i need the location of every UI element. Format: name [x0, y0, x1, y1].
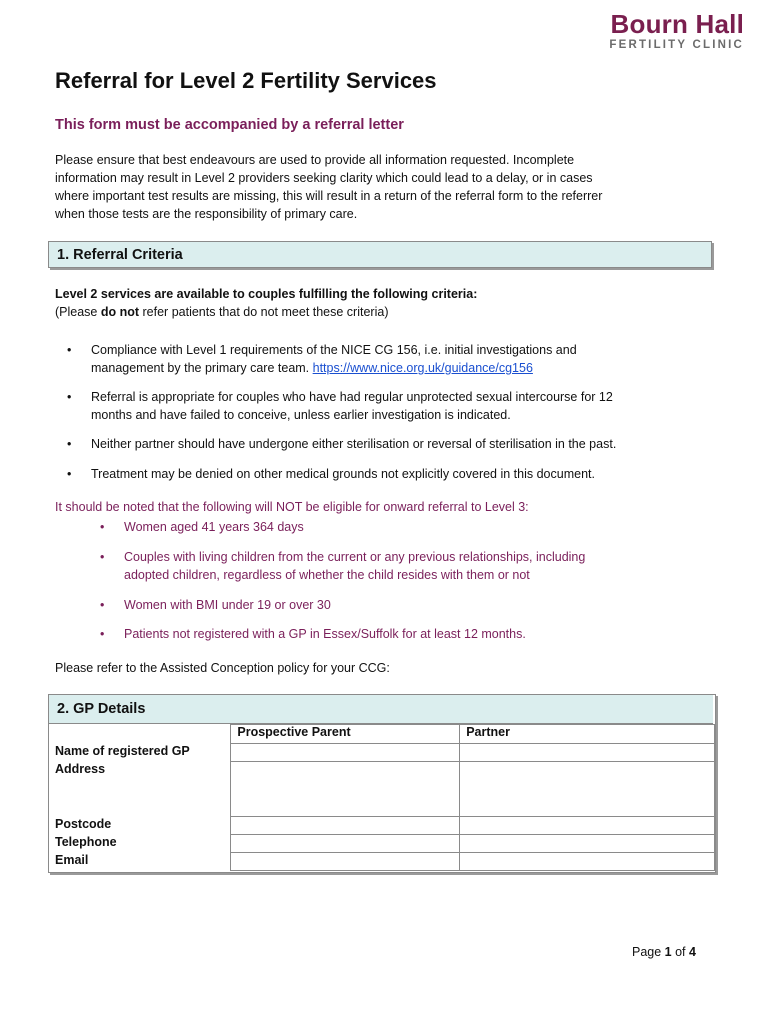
page-title: Referral for Level 2 Fertility Services — [55, 68, 437, 93]
form-subtitle: This form must be accompanied by a referral letter — [55, 117, 404, 133]
bullet-icon: • — [67, 437, 72, 451]
row-label-gp-name: Name of registered GP — [55, 743, 190, 758]
exclusion-heading: It should be noted that the following will NOT be eligible for onward referral to Level 3: — [55, 500, 529, 514]
criteria-text: Treatment may be denied on other medical grounds not explicitly covered in this document. — [91, 467, 595, 481]
page-number — [632, 945, 696, 959]
criteria-text: months and have failed to conceive, unless earlier investigation is indicated. — [91, 408, 511, 422]
page-label: Page — [632, 945, 665, 959]
email-partner-field[interactable] — [460, 853, 715, 871]
logo-name: Bourn Hall — [610, 9, 744, 39]
exclusion-text: Couples with living children from the current or any previous relationships, including — [124, 550, 586, 564]
section-gp-details-heading: 2. GP Details — [49, 695, 713, 724]
criteria-text: Compliance with Level 1 requirements of the NICE CG 156, i.e. initial investigations and — [91, 343, 577, 357]
criteria-note — [55, 305, 388, 319]
exclusion-text: Women with BMI under 19 or over 30 — [124, 598, 331, 612]
column-header: Prospective Parent — [231, 725, 460, 744]
address-parent-field[interactable] — [231, 762, 460, 817]
page-total: 4 — [689, 945, 696, 959]
note-text: (Please — [55, 305, 101, 319]
bullet-icon: • — [100, 598, 105, 612]
bullet-icon: • — [67, 343, 72, 357]
bullet-icon: • — [100, 627, 105, 641]
intro-line: where important test results are missing, this will result in a return of the referral form to the referrer — [55, 189, 603, 203]
page-current: 1 — [664, 945, 672, 959]
nice-guidance-link[interactable]: https://www.nice.org.uk/guidance/cg156 — [312, 361, 533, 375]
postcode-partner-field[interactable] — [460, 817, 715, 835]
column-header: Partner — [460, 725, 715, 744]
logo-tagline: FERTILITY CLINIC — [609, 39, 744, 51]
criteria-text: management by the primary care team. — [91, 361, 313, 375]
intro-line: Please ensure that best endeavours are used to provide all information requested. Incomplete — [55, 153, 575, 167]
row-label-postcode: Postcode — [55, 816, 112, 831]
row-label-telephone: Telephone — [55, 834, 117, 849]
telephone-partner-field[interactable] — [460, 835, 715, 853]
note-bold: do not — [100, 305, 140, 319]
bullet-icon: • — [100, 550, 105, 564]
criteria-text: Referral is appropriate for couples who have had regular unprotected sexual intercourse for 12 — [91, 390, 613, 404]
policy-note: Please refer to the Assisted Conception policy for your CCG: — [55, 661, 390, 675]
criteria-heading: Level 2 services are available to couples fulfilling the following criteria: — [55, 287, 478, 301]
gp-details-section — [48, 694, 716, 873]
exclusion-text: Women aged 41 years 364 days — [124, 520, 304, 534]
postcode-parent-field[interactable] — [231, 817, 460, 835]
bullet-icon: • — [100, 520, 105, 534]
row-label-email: Email — [55, 852, 89, 867]
bullet-icon: • — [67, 390, 72, 404]
address-partner-field[interactable] — [460, 762, 715, 817]
clinic-logo — [609, 10, 744, 52]
exclusion-text: Patients not registered with a GP in Essex/Suffolk for at least 12 months. — [124, 627, 526, 641]
intro-paragraph — [55, 151, 715, 223]
note-text: refer patients that do not meet these criteria) — [139, 305, 389, 319]
telephone-parent-field[interactable] — [231, 835, 460, 853]
intro-line: when those tests are the responsibility of primary care. — [55, 207, 358, 221]
gp-name-partner-field[interactable] — [460, 744, 715, 762]
gp-details-table — [49, 724, 715, 871]
bullet-icon: • — [67, 467, 72, 481]
row-label-address: Address — [55, 761, 106, 776]
section-referral-criteria-heading: 1. Referral Criteria — [48, 241, 712, 268]
criteria-text: Neither partner should have undergone either sterilisation or reversal of sterilisation in the past. — [91, 437, 617, 451]
page-of-label: of — [671, 945, 689, 959]
intro-line: information may result in Level 2 providers seeking clarity which could lead to a delay, or in cases — [55, 171, 593, 185]
exclusion-text: adopted children, regardless of whether the child resides with them or not — [124, 568, 530, 582]
email-parent-field[interactable] — [231, 853, 460, 871]
gp-name-parent-field[interactable] — [231, 744, 460, 762]
